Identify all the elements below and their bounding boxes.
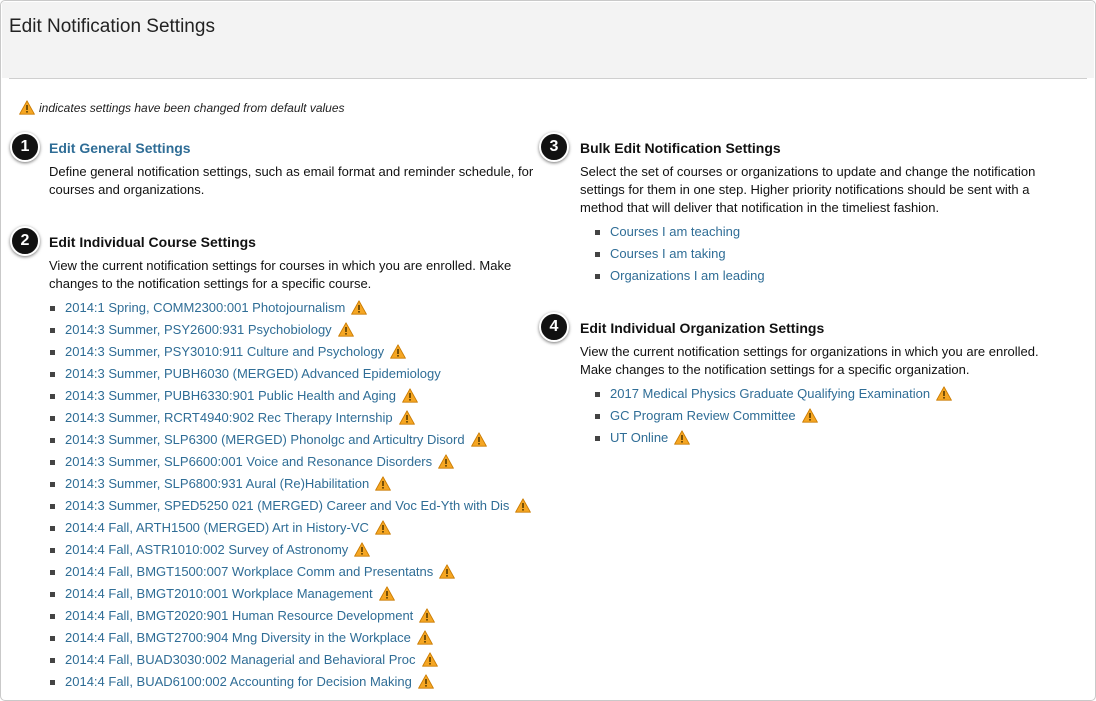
warning-triangle-icon [422,652,438,667]
warning-triangle-icon [338,322,354,337]
settings-link[interactable]: 2014:3 Summer, PSY2600:931 Psychobiology [65,322,332,337]
list-item [594,427,1065,449]
settings-link[interactable]: 2014:4 Fall, ARTH1500 (MERGED) Art in History-VC [65,520,369,535]
step-badge-3: 3 [539,132,569,162]
list-item [49,561,539,583]
list-item [594,405,1065,427]
page-header [2,2,1094,78]
edit-general-settings-link[interactable]: Edit General Settings [49,140,191,156]
settings-link[interactable]: Courses I am teaching [610,224,741,239]
settings-link[interactable]: 2017 Medical Physics Graduate Qualifying Examination [610,386,931,401]
settings-link[interactable]: Courses I am taking [610,246,726,261]
step-badge-4: 4 [539,312,569,342]
warning-triangle-icon [402,388,418,403]
settings-link[interactable]: 2014:3 Summer, PUBH6030 (MERGED) Advanced Epidemiology [65,366,441,381]
step-badge-1: 1 [10,132,40,162]
list-item [49,429,539,451]
warning-triangle-icon [419,608,435,623]
warning-triangle-icon [417,630,433,645]
settings-link[interactable]: 2014:3 Summer, SPED5250 021 (MERGED) Career and Voc Ed-Yth with Dis [65,498,510,513]
warning-triangle-icon [351,300,367,315]
settings-link[interactable]: 2014:3 Summer, SLP6300 (MERGED) Phonolgc and Articultry Disord [65,432,465,447]
list-item [49,583,539,605]
warning-triangle-icon [375,476,391,491]
list-item [49,605,539,627]
list-item [49,363,539,385]
warning-triangle-icon [438,454,454,469]
bulk-edit-title: Bulk Edit Notification Settings [580,140,781,156]
settings-link[interactable]: 2014:4 Fall, BUAD3030:002 Managerial and Behavioral Proc [65,652,416,667]
warning-triangle-icon [439,564,455,579]
bulk-edit-description: Select the set of courses or organizations to update and change the notification settings for them in one step. Higher priority notifications should be sent with a method that will deliver that notification in the timeliest fashion. [580,164,1036,215]
settings-link[interactable]: 2014:4 Fall, BMGT2010:001 Workplace Management [65,586,373,601]
organization-settings-section [580,319,1065,449]
warning-triangle-icon [936,386,952,401]
settings-link[interactable]: 2014:3 Summer, SLP6800:931 Aural (Re)Habilitation [65,476,370,491]
settings-link[interactable]: 2014:4 Fall, ASTR1010:002 Survey of Astronomy [65,542,349,557]
list-item [594,383,1065,405]
warning-triangle-icon [515,498,531,513]
warning-triangle-icon [399,410,415,425]
list-item [594,265,1065,287]
bulk-edit-section [580,139,1065,287]
list-item [49,407,539,429]
course-settings-title: Edit Individual Course Settings [49,234,256,250]
warning-triangle-icon [379,586,395,601]
settings-link[interactable]: 2014:4 Fall, BMGT2700:904 Mng Diversity in the Workplace [65,630,411,645]
warning-triangle-icon [19,100,35,115]
course-list [49,297,539,693]
page-title: Edit Notification Settings [9,16,215,37]
course-settings-description: View the current notification settings for courses in which you are enrolled. Make changes to the notification settings for a specific course. [49,258,512,291]
warning-triangle-icon [354,542,370,557]
settings-link[interactable]: 2014:1 Spring, COMM2300:001 Photojournalism [65,300,346,315]
list-item [49,517,539,539]
bulk-edit-list [594,221,1065,287]
list-item [49,671,539,693]
list-item [49,539,539,561]
warning-triangle-icon [674,430,690,445]
settings-link[interactable]: 2014:4 Fall, BUAD6100:002 Accounting for Decision Making [65,674,412,689]
organization-settings-description: View the current notification settings for organizations in which you are enrolled. Make changes to the notification settings for a specific organization. [580,344,1039,377]
warning-triangle-icon [390,344,406,359]
organization-list [594,383,1065,449]
list-item [49,495,539,517]
list-item [49,627,539,649]
course-settings-section [49,233,539,693]
settings-link[interactable]: Organizations I am leading [610,268,765,283]
settings-link[interactable]: 2014:3 Summer, PSY3010:911 Culture and Psychology [65,344,385,359]
legend-text: indicates settings have been changed from default values [39,100,345,115]
settings-link[interactable]: 2014:3 Summer, SLP6600:001 Voice and Resonance Disorders [65,454,433,469]
list-item [49,649,539,671]
settings-link[interactable]: 2014:3 Summer, PUBH6330:901 Public Health and Aging [65,388,396,403]
settings-link[interactable]: 2014:3 Summer, RCRT4940:902 Rec Therapy Internship [65,410,393,425]
header-divider [9,78,1087,79]
warning-triangle-icon [471,432,487,447]
settings-link[interactable]: 2014:4 Fall, BMGT2020:901 Human Resource Development [65,608,414,623]
list-item [49,473,539,495]
list-item [49,297,539,319]
list-item [594,243,1065,265]
warning-triangle-icon [418,674,434,689]
step-badge-2: 2 [10,226,40,256]
list-item [49,451,539,473]
organization-settings-title: Edit Individual Organization Settings [580,320,825,336]
settings-link[interactable]: UT Online [610,430,669,445]
list-item [49,341,539,363]
warning-triangle-icon [375,520,391,535]
settings-link[interactable]: GC Program Review Committee [610,408,796,423]
changed-settings-legend [19,100,345,115]
list-item [594,221,1065,243]
list-item [49,319,539,341]
general-settings-section [49,139,539,199]
settings-link[interactable]: 2014:4 Fall, BMGT1500:007 Workplace Comm and Presentatns [65,564,434,579]
general-settings-description: Define general notification settings, such as email format and reminder schedule, for courses and organizations. [49,164,534,197]
list-item [49,385,539,407]
warning-triangle-icon [802,408,818,423]
